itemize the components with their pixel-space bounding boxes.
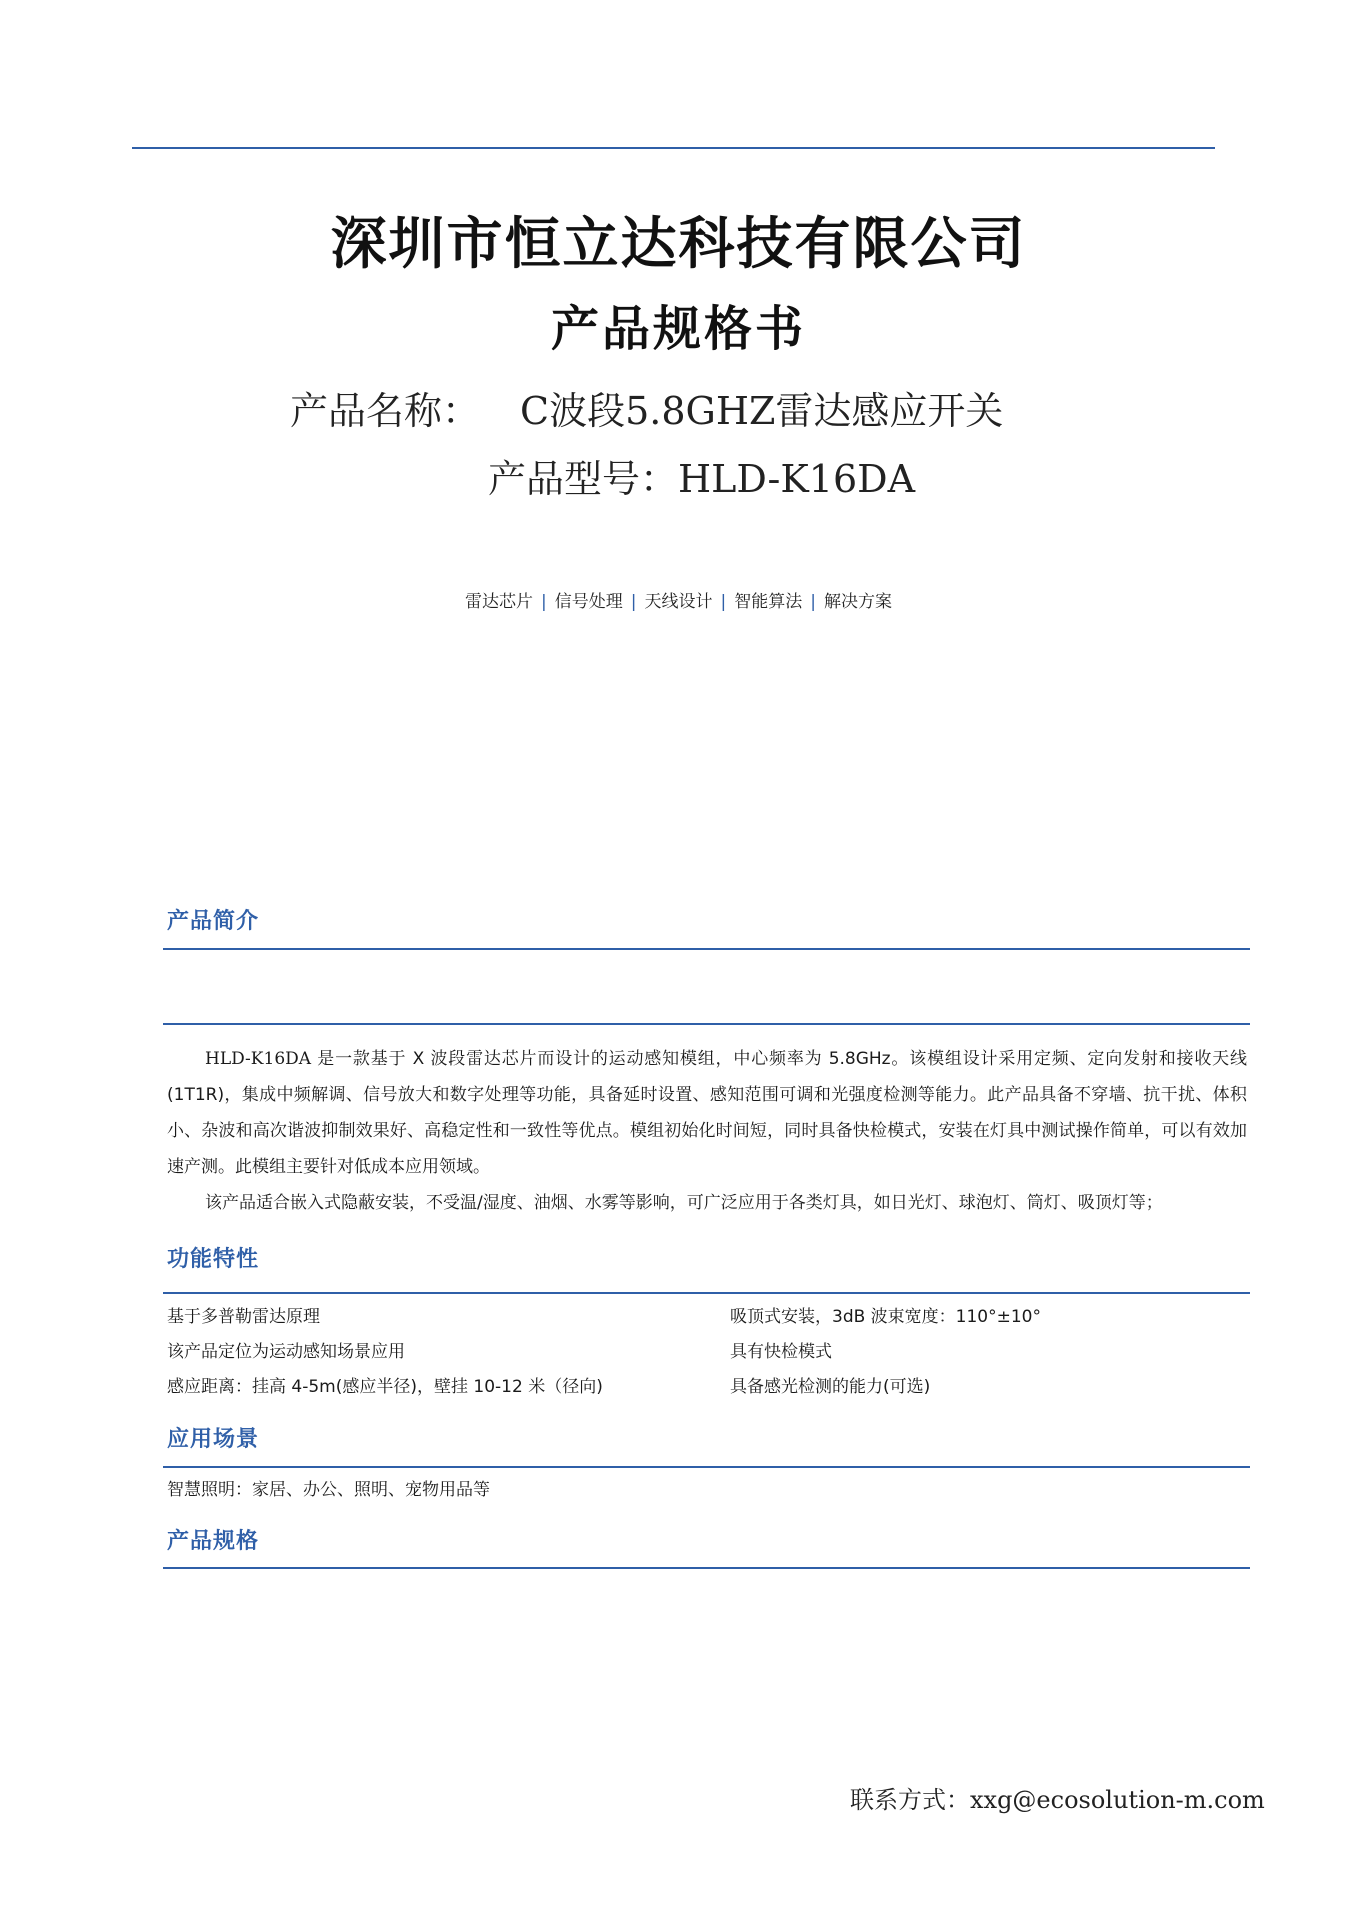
intro-paragraph-2: 该产品适合嵌入式隐蔽安装，不受温/湿度、油烟、水雾等影响，可广泛应用于各类灯具，如日光灯、球泡灯、筒灯、吸顶灯等； — [205, 1193, 1163, 1213]
tag-item: 解决方案 — [823, 592, 892, 612]
feature-item: 该产品定位为运动感知场景应用 — [167, 1342, 405, 1362]
application-text: 智慧照明：家居、办公、照明、宠物用品等 — [167, 1480, 490, 1500]
section-rule — [163, 948, 1250, 950]
feature-item: 感应距离：挂高 4-5m(感应半径)，壁挂 10-12 米（径向) — [167, 1377, 603, 1397]
tag-separator: | — [720, 592, 727, 612]
section-rule — [163, 1567, 1250, 1569]
feature-item: 具备感光检测的能力(可选) — [730, 1377, 931, 1397]
section-title-specs: 产品规格 — [167, 1529, 260, 1554]
contact-info: 联系方式：xxg@ecosolution-m.com — [850, 1786, 1265, 1814]
section-rule — [163, 1023, 1250, 1025]
tag-line — [0, 587, 1357, 612]
document-title: 产品规格书 — [550, 301, 806, 357]
product-model: 产品型号：HLD-K16DA — [488, 457, 916, 501]
section-rule — [163, 1292, 1250, 1294]
intro-paragraph-1 — [167, 1041, 1247, 1185]
feature-item: 基于多普勒雷达原理 — [167, 1307, 320, 1327]
tag-item: 智能算法 — [734, 592, 803, 612]
company-name: 深圳市恒立达科技有限公司 — [330, 211, 1027, 277]
product-name-value: C波段5.8GHZ雷达感应开关 — [520, 389, 1004, 433]
feature-item: 具有快检模式 — [730, 1342, 832, 1362]
section-title-intro: 产品简介 — [167, 909, 260, 934]
section-rule — [163, 1466, 1250, 1468]
tag-item: 信号处理 — [554, 592, 623, 612]
intro-model-name: HLD-K16DA — [205, 1049, 312, 1069]
intro-paragraph-1-text: 是一款基于 X 波段雷达芯片而设计的运动感知模组，中心频率为 5.8GHz。该模组设计采用定频、定向发射和接收天线(1T1R)，集成中频解调、信号放大和数字处理等功能，具备延时设置、感知范围可调和光强度检测等能力。此产品具备不穿墙、抗干扰、体积小、杂波和高次谐波抑制效果好、高稳定性和一致性等优点。模组初始化时间短，同时具备快检模式，安装在灯具中测试操作简单，可以有效加速产测。此模组主要针对低成本应用领域。 — [167, 1049, 1247, 1177]
product-name — [290, 380, 1003, 435]
tag-item: 雷达芯片 — [465, 592, 534, 612]
tag-separator: | — [630, 592, 637, 612]
section-title-features: 功能特性 — [167, 1247, 260, 1272]
tag-item: 天线设计 — [644, 592, 713, 612]
top-divider — [132, 147, 1215, 149]
section-title-applications: 应用场景 — [167, 1427, 260, 1452]
feature-item: 吸顶式安装，3dB 波束宽度：110°±10° — [730, 1307, 1041, 1327]
tag-separator: | — [810, 592, 816, 612]
tag-separator: | — [541, 592, 547, 612]
product-name-label: 产品名称： — [290, 389, 481, 433]
